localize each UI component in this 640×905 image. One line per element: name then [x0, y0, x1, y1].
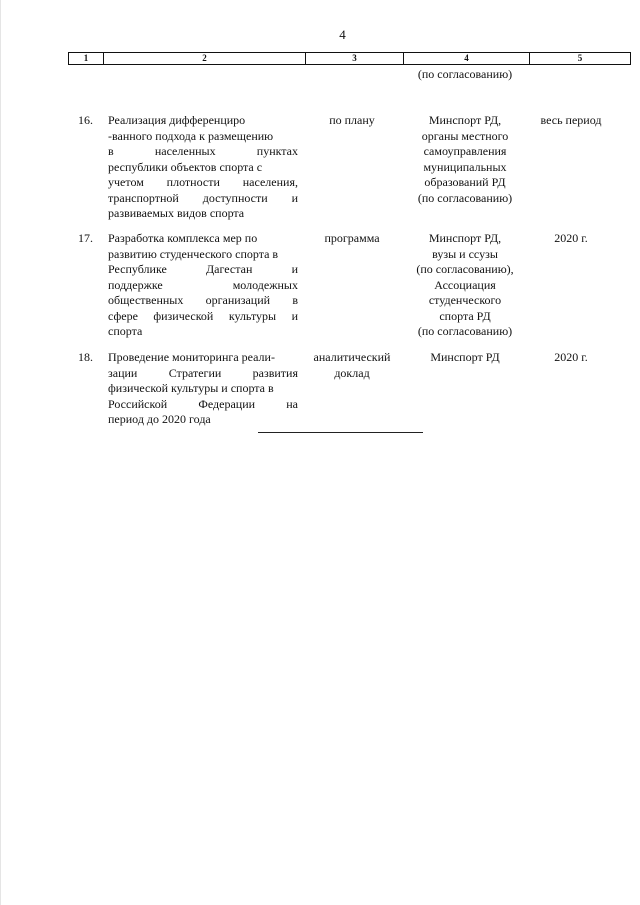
carryover-text: (по согласованию) — [417, 67, 513, 81]
text-word: пунктах — [256, 144, 298, 158]
text-word: на — [286, 396, 298, 411]
row-responsible — [403, 350, 527, 366]
text-line: Реализация дифференциро — [108, 113, 246, 127]
row-term — [530, 231, 612, 247]
text-line: студенческого — [428, 293, 502, 307]
text-line — [108, 191, 298, 207]
text-line — [108, 144, 298, 160]
text-line: Разработка комплекса мер по — [108, 231, 258, 245]
text-word: Дагестан — [206, 262, 253, 276]
text-line: по плану — [329, 113, 375, 127]
text-word: в — [108, 144, 114, 158]
text-line: спорта РД — [439, 308, 491, 323]
text-line: Проведение мониторинга реали- — [108, 350, 275, 364]
text-word: транспортной — [108, 190, 179, 205]
text-word: и — [291, 308, 298, 323]
text-line — [108, 366, 298, 382]
text-line: программа — [324, 231, 380, 245]
row-term — [530, 350, 612, 366]
page-number: 4 — [339, 27, 346, 42]
text-line — [108, 309, 298, 325]
text-line: Минспорт РД, — [428, 113, 502, 127]
text-word: и — [291, 190, 298, 205]
header-col-2: 2 — [104, 53, 306, 64]
text-line: спорта — [108, 324, 143, 338]
text-word: Российской — [108, 396, 168, 411]
text-line — [108, 397, 298, 413]
text-word: сфере — [108, 308, 138, 323]
header-col-4: 4 — [404, 53, 530, 64]
text-line: развитию студенческого спорта в — [108, 246, 279, 261]
text-line: -ванного подхода к размещению — [108, 128, 274, 143]
row-completion-form — [303, 350, 401, 381]
text-word: и — [291, 262, 298, 276]
text-word: в — [292, 293, 298, 307]
table-header — [68, 52, 631, 65]
text-line — [108, 175, 298, 191]
text-word: Федерации — [198, 396, 256, 411]
text-word: физической — [153, 308, 214, 323]
text-line: (по согласованию) — [417, 190, 513, 205]
text-word: организаций — [205, 293, 271, 307]
text-word: Республике — [108, 262, 167, 276]
text-line: 2020 г. — [554, 231, 588, 245]
text-line — [108, 293, 298, 309]
text-line: органы местного — [421, 128, 509, 143]
text-word: учетом — [108, 175, 144, 189]
header-col-5: 5 — [530, 53, 631, 64]
text-line: вузы и ссузы — [432, 246, 498, 261]
text-line: (по согласованию) — [417, 324, 513, 338]
text-word: доступности — [202, 190, 268, 205]
text-line: физической культуры и спорта в — [108, 381, 274, 395]
text-word: культуры — [228, 308, 277, 323]
row-term — [530, 113, 612, 129]
text-line — [108, 278, 298, 294]
text-line: развиваемых видов спорта — [108, 206, 245, 220]
text-line — [108, 262, 298, 278]
text-word: общественных — [108, 293, 184, 307]
text-line: муниципальных — [423, 159, 507, 174]
text-word: зации — [108, 365, 138, 380]
text-line: Минспорт РД, — [428, 231, 502, 245]
page-edge — [0, 0, 1, 905]
text-line: период до 2020 года — [108, 412, 211, 426]
row-number: 17. — [78, 231, 93, 245]
text-line: Минспорт РД — [430, 350, 500, 364]
text-line: самоуправления — [423, 144, 507, 158]
row-number: 18. — [78, 350, 93, 364]
row-responsible — [403, 231, 527, 340]
row-description — [108, 113, 298, 222]
text-word: поддержке — [108, 277, 163, 292]
end-separator-line — [258, 432, 423, 433]
text-line: образований РД — [424, 175, 506, 189]
text-line: весь период — [540, 113, 602, 127]
text-line: Ассоциация — [434, 277, 496, 292]
row-description — [108, 350, 298, 428]
text-word: молодежных — [232, 277, 298, 292]
text-word: развития — [252, 365, 298, 380]
row-completion-form — [303, 231, 401, 247]
text-word: Стратегии — [168, 365, 222, 380]
header-col-1: 1 — [68, 53, 104, 64]
text-line: (по согласованию), — [416, 262, 514, 276]
text-word: населения, — [242, 175, 298, 189]
row-number: 16. — [78, 113, 93, 127]
row-completion-form — [303, 113, 401, 129]
text-line: республики объектов спорта с — [108, 159, 263, 174]
text-line: 2020 г. — [554, 350, 588, 364]
header-col-3: 3 — [306, 53, 404, 64]
text-word: плотности — [166, 175, 220, 189]
text-word: населенных — [154, 144, 216, 158]
row-responsible — [403, 113, 527, 206]
text-line: аналитический — [313, 350, 391, 364]
text-line: доклад — [334, 365, 370, 380]
row-description — [108, 231, 298, 340]
